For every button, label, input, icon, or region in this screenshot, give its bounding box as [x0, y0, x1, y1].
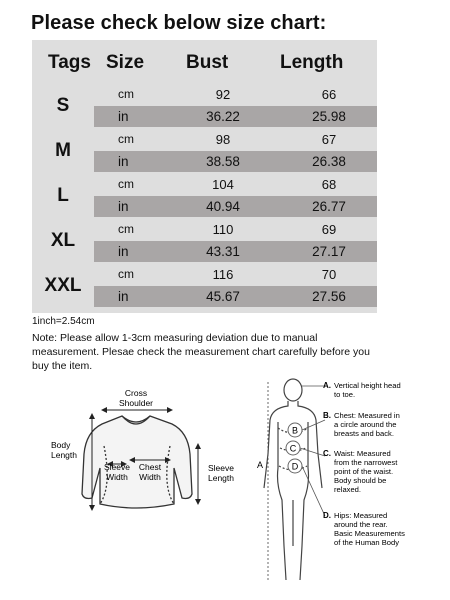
unit-label: in: [118, 289, 129, 304]
length-value: 27.17: [312, 244, 346, 259]
shirt-illustration: [82, 416, 192, 508]
disclaimer-note: Note: Please allow 1-3cm measuring deviation due to manual measurement. Plesae check the measurement chart carefully before you buy the item.: [32, 332, 370, 372]
cross-shoulder-label: Shoulder: [118, 398, 154, 408]
legend-letter: B.: [323, 411, 331, 420]
unit-label: cm: [118, 267, 134, 281]
sleeve-length-label: Sleeve: [208, 463, 234, 473]
bust-value: 45.67: [206, 289, 240, 304]
bust-value: 98: [215, 132, 231, 147]
legend-line: Basic Measurements: [334, 529, 405, 538]
page-title: Please check below size chart:: [31, 12, 327, 34]
cross-shoulder-label: Cross: [124, 388, 148, 398]
bust-value: 38.58: [206, 154, 240, 169]
unit-label: in: [118, 244, 129, 259]
size-tag: XL: [50, 230, 76, 251]
bust-value: 36.22: [206, 109, 240, 124]
size-tag: S: [56, 95, 70, 116]
sleeve-width-label: Sleeve: [104, 462, 130, 472]
size-tag: M: [55, 140, 71, 161]
header-tags: Tags: [48, 52, 91, 73]
legend-line: Hips: Measured: [334, 511, 388, 520]
table-row-in: [94, 106, 377, 127]
table-row-in: [94, 286, 377, 307]
bust-value: 92: [215, 87, 231, 102]
length-value: 68: [321, 177, 337, 192]
table-row-cm: [94, 219, 377, 240]
sleeve-width-label: Width: [106, 472, 128, 482]
marker-c-label: C: [289, 443, 297, 454]
bust-value: 43.31: [206, 244, 240, 259]
table-row-cm: [94, 174, 377, 195]
legend-letter: C.: [323, 449, 331, 458]
length-value: 66: [321, 87, 337, 102]
length-value: 69: [321, 222, 337, 237]
size-group-m: [32, 129, 377, 173]
length-value: 27.56: [312, 289, 346, 304]
legend-line: a circle around the: [334, 420, 397, 429]
table-row-cm: [94, 129, 377, 150]
legend-line: Vertical height head: [334, 381, 401, 390]
unit-label: cm: [118, 222, 134, 236]
legend-line: point of the waist.: [334, 467, 394, 476]
conversion-note: 1inch=2.54cm: [32, 316, 95, 327]
size-group-xl: [32, 219, 377, 263]
legend-letter: D.: [323, 511, 331, 520]
size-chart-table: [32, 40, 377, 313]
marker-d-label: D: [291, 461, 299, 472]
table-row-in: [94, 196, 377, 217]
bust-value: 40.94: [206, 199, 240, 214]
header-length: Length: [280, 52, 344, 73]
legend-line: Waist: Measured: [334, 449, 391, 458]
length-value: 67: [321, 132, 337, 147]
bust-value: 104: [212, 177, 234, 192]
body-figure-illustration: [264, 379, 322, 580]
unit-label: in: [118, 154, 129, 169]
legend-line: Chest: Measured in: [334, 411, 400, 420]
table-row-in: [94, 241, 377, 262]
header-size: Size: [106, 52, 145, 73]
legend-line: relaxed.: [334, 485, 362, 494]
bust-value: 116: [212, 267, 234, 282]
legend-line: breasts and back.: [334, 429, 394, 438]
bust-value: 110: [212, 222, 234, 237]
table-row-cm: [94, 84, 377, 105]
table-row-cm: [94, 264, 377, 285]
unit-label: in: [118, 199, 129, 214]
body-length-label: Length: [51, 450, 77, 460]
chest-width-label: Width: [139, 472, 161, 482]
chest-width-label: Chest: [138, 462, 162, 472]
size-tag: XXL: [44, 275, 82, 296]
legend-line: of the Human Body: [334, 538, 400, 547]
length-value: 25.98: [312, 109, 346, 124]
marker-a-label: A: [256, 460, 264, 470]
unit-label: cm: [118, 87, 134, 101]
size-tag: L: [57, 185, 69, 206]
unit-label: cm: [118, 177, 134, 191]
measurement-diagram: [40, 376, 430, 591]
marker-b-label: B: [291, 425, 299, 436]
legend-line: to toe.: [334, 390, 356, 399]
body-length-label: Body: [51, 440, 71, 450]
length-value: 26.38: [312, 154, 346, 169]
header-bust: Bust: [186, 52, 229, 73]
measurement-legend: [323, 381, 405, 547]
legend-letter: A.: [323, 381, 331, 390]
table-row-in: [94, 151, 377, 172]
legend-line: from the narrowest: [334, 458, 398, 467]
legend-line: around the rear.: [334, 520, 388, 529]
legend-pointers: [300, 386, 325, 516]
size-group-l: [32, 174, 377, 218]
length-value: 26.77: [312, 199, 346, 214]
length-value: 70: [321, 267, 337, 282]
sleeve-length-label: Length: [208, 473, 234, 483]
size-group-s: [32, 84, 377, 128]
unit-label: in: [118, 109, 129, 124]
legend-line: Body should be: [334, 476, 387, 485]
unit-label: cm: [118, 132, 134, 146]
size-group-xxl: [32, 264, 377, 308]
